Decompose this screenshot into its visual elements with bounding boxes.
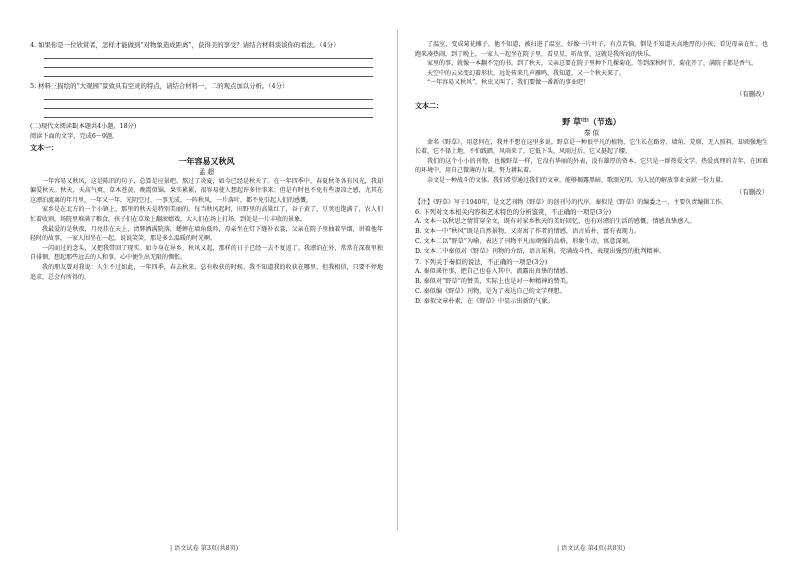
text-label: 文本一： xyxy=(30,142,58,152)
answer-line xyxy=(44,109,373,118)
page-footer: | 语文试卷 第3页(共8页) xyxy=(170,545,239,552)
answer-line xyxy=(44,100,373,109)
answer-line xyxy=(44,59,373,68)
text-label: 文本二： xyxy=(415,100,443,110)
footnote: 【注】《野草》写于1940年，是文艺刊物《野草》的创刊号的代序。秦似是《野草》的编委之一，主要负责编辑工作。 xyxy=(415,198,728,206)
title-text: 野 草 xyxy=(562,116,581,127)
paragraph: 一年容易又秋风，这是陈旧的句子，总算是应景吧。熬过了炎夏，如今已经是秋天了。在一年四季中，春夏秋冬各有风光，我却偏爱秋天。秋天，天高气爽，草木苍黄，晚霞似锦，果实累累，很容易使人想起许多往事来；但是有时也不免有些凄凉之感，尤其在这漂泊流离的年月里，一年又一年，光阴空过，一事无成，一阵秋风，一片落叶，都不免引起人们的感慨。 xyxy=(30,177,383,204)
option: C. 文本二以“野草”为喻，表达了刊物平凡而顽强的品格，形象生动，寓意深刻。 xyxy=(415,238,634,246)
source-note: （有删改） xyxy=(736,89,768,98)
paragraph: 天空中的云朵变幻着形状，远处传来几声雁鸣，我知道，又一个秋天来了。 xyxy=(427,69,626,77)
paragraph: 我们的这个小小的刊物，也像野草一样，它没有华丽的外表，没有雄厚的资本，它只是一群热爱文学、热爱真理的青年，在困难的环境中，用自己微薄的力量，努力耕耘着。 xyxy=(415,157,768,175)
question-4: 4. 如果你是一位欣赏者，怎样才能做到“对物象造成距离”，获得美的享受？请结合材料谈谈你的看法。（4分） xyxy=(30,41,340,49)
essay-title: 一年容易又秋风 xyxy=(178,155,235,166)
option: A. 秦似谈往事，把自己也卷入其中，流露出真挚的情感。 xyxy=(415,268,572,276)
paragraph: 家里的事，就像一本翻不完的书。到了秋天，父亲总要在院子里种下几棵菊花，等到深秋时节，菊花开了，满院子都是香气。 xyxy=(427,60,758,68)
option: D. 文本二中秦似对《野草》刊物的介绍，语言犀利，充满战斗性，表现出强烈的批判精神。 xyxy=(415,248,665,256)
option: C. 秦似编《野草》刊物，是为了表达自己的文学理想。 xyxy=(415,288,566,296)
option: B. 秦似对“野草”的赞美，实际上也是对一种精神的赞美。 xyxy=(415,278,573,286)
question-5: 5. 材料三描绘的“大观园”景致具有空灵的特点，请结合材料一、二的观点加以分析。（4分） xyxy=(30,82,289,90)
paragraph: 了温室，变成菊花摊子。他不知道，被扫进了温室，好像一片叶子，有点苦恼，倒是不知道天高地厚的小孩，看见母亲在忙，也跑来凑热闹，到了晚上，一家人一起坐在院子里，看星星，听故事，这就是我所说的快乐。 xyxy=(415,41,768,58)
essay-author: 孟 超 xyxy=(198,167,215,176)
title-note-mark: [注] xyxy=(581,116,589,122)
option: B. 文本一中“秋风”既是自然景物，又寄寓了作者的情感，语言质朴，富有表现力。 xyxy=(415,228,641,236)
question-6: 6. 下列对文本相关内容和艺术特色的分析鉴赏，不正确的一项是(3分) xyxy=(415,208,612,217)
instruction: 阅读下面的文字，完成6～9题。 xyxy=(30,132,119,140)
essay-title xyxy=(415,114,768,128)
paragraph: 命名《野草》，用意何在，我并不想在这里多说。野草是一种很平凡的植物，它生长在路旁、墙角、荒原，无人照料，却顽强地生长着。它不择土地，不怕践踏，风雨来了，它低下头，风雨过后，它又挺起了腰。 xyxy=(415,138,768,156)
title-suffix: （节选） xyxy=(588,116,621,127)
answer-line xyxy=(44,50,373,59)
section-heading: (二)现代文阅读Ⅱ(本题共4小题，18分) xyxy=(30,123,137,130)
option: A. 文本一以秋思之情贯穿全文，既有对家乡秋天的美好回忆，也有对漂泊生活的感慨，情感真挚感人。 xyxy=(415,218,696,226)
paragraph: 杂文是一种战斗的文体。我们希望通过我们的文章，能够揭露黑暗，歌颂光明，为人民的解放事业贡献一份力量。 xyxy=(427,177,728,184)
page-footer: | 语文试卷 第4页(共8页) xyxy=(557,545,626,552)
answer-line xyxy=(44,91,373,100)
paragraph: 我最爱的是秋夜，月亮挂在天上，清辉洒满院落，蟋蟀在墙角低吟，母亲坐在灯下缝补衣裳，父亲在院子里抽着旱烟，讲着他年轻时的故事，一家人围坐在一起，说说笑笑，那是多么温暖的时光啊。 xyxy=(30,225,383,243)
paragraph: 一闪而过的念头，又把我带回了现实。如今身在异乡，秋风又起，那样的日子已经一去不复返了。我漂泊在外，常常在深夜里独自徘徊，想起那些远去的人和事，心中便生出无限的惆怅。 xyxy=(30,244,383,262)
paragraph: 我的朋友曾对我说：人生不过如此，一年四季，春去秋来，总有收获的时候。我不知道我的收获在哪里，但我相信，只要不停地追求，总会有所得的。 xyxy=(30,263,383,281)
question-7: 7. 下列关于秦似的说法，不正确的一项是(3分) xyxy=(415,258,548,267)
paragraph: 家乡是在北方的一个小镇上，那里的秋天是特别美丽的。每当秋风起时，田野里的高粱红了，谷子黄了，豆荚也饱满了，农人们忙着收割，场院里堆满了粮食，孩子们在草垛上翻滚嬉戏，大人们在场上打场，到处是一片丰收的景象。 xyxy=(30,206,383,223)
paragraph: “一年容易又秋风”，秋虫又叫了，我们要做一番新的事业吧！ xyxy=(427,79,590,87)
option: D. 秦似文章朴素，在《野草》中显示出新的气象。 xyxy=(415,298,554,306)
source-note: （有删改） xyxy=(736,187,768,196)
right-page xyxy=(397,0,794,562)
essay-author: 秦 似 xyxy=(583,128,600,137)
answer-line xyxy=(44,68,373,77)
